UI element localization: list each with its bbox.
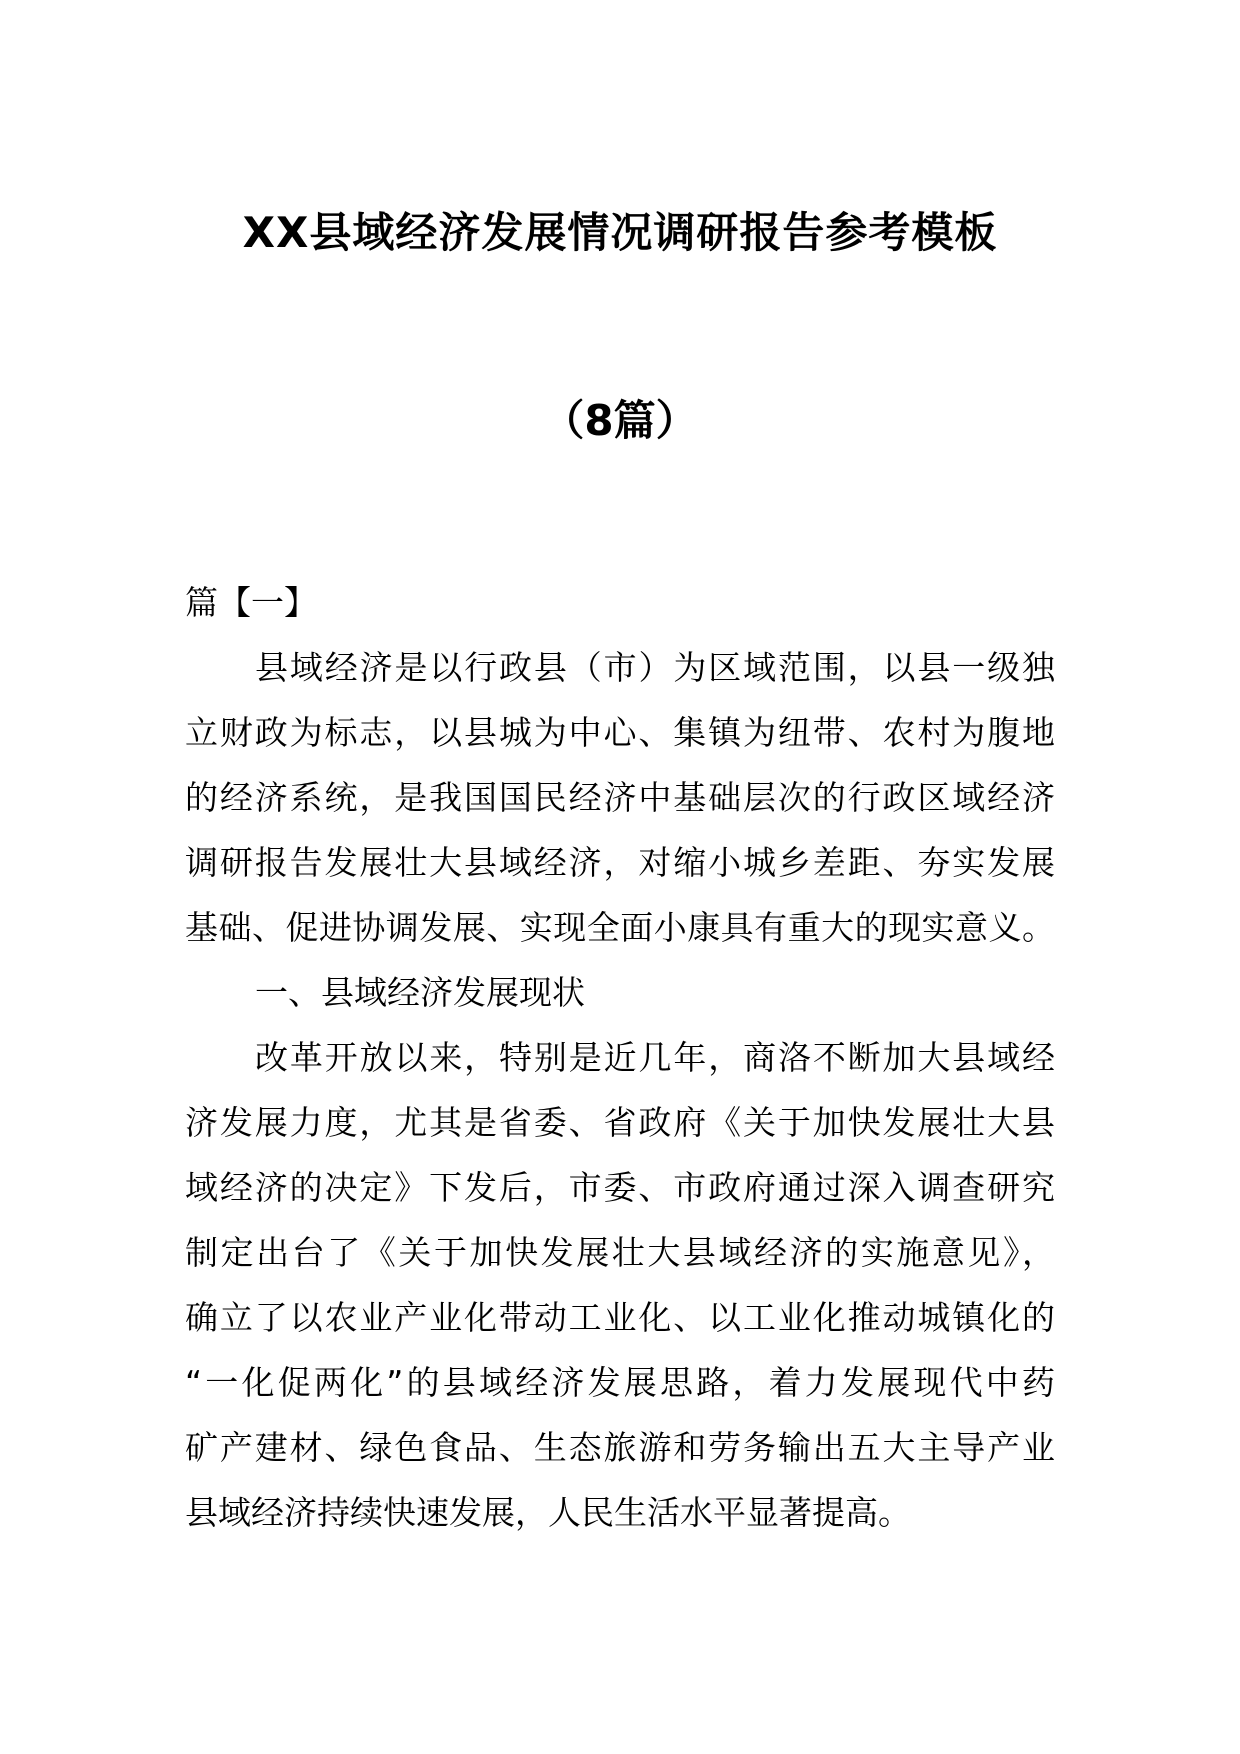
paragraph-line: 改革开放以来，特别是近几年，商洛不断加大县域经 — [255, 1038, 1055, 1077]
paragraph-line: “一化促两化”的县域经济发展思路，着力发展现代中药 — [185, 1363, 1055, 1402]
section-label: 篇【一】 — [185, 583, 317, 622]
document-body — [185, 570, 1055, 1545]
document-subtitle: （8篇） — [542, 396, 698, 445]
paragraph-line: 制定出台了《关于加快发展壮大县域经济的实施意见》， — [185, 1233, 1055, 1272]
paragraph-line: 域经济的决定》下发后，市委、市政府通过深入调查研究 — [185, 1168, 1055, 1207]
paragraph-line: 济发展力度，尤其是省委、省政府《关于加快发展壮大县 — [185, 1103, 1055, 1142]
paragraph-line: 基础、促进协调发展、实现全面小康具有重大的现实意义。 — [185, 908, 1055, 947]
paragraph-line: 县域经济持续快速发展，人民生活水平显著提高。 — [185, 1493, 911, 1532]
paragraph-line: 调研报告发展壮大县域经济，对缩小城乡差距、夯实发展 — [185, 843, 1055, 882]
document-title: XX县域经济发展情况调研报告参考模板 — [242, 208, 998, 257]
paragraph-line: 确立了以农业产业化带动工业化、以工业化推动城镇化的 — [185, 1298, 1055, 1337]
paragraph-line: 矿产建材、绿色食品、生态旅游和劳务输出五大主导产业 — [185, 1428, 1055, 1467]
paragraph-line: 立财政为标志，以县城为中心、集镇为纽带、农村为腹地 — [185, 713, 1055, 752]
section-heading: 一、县域经济发展现状 — [255, 973, 585, 1012]
paragraph-line: 的经济系统，是我国国民经济中基础层次的行政区域经济 — [185, 778, 1055, 817]
paragraph-line: 县域经济是以行政县（市）为区域范围，以县一级独 — [255, 648, 1055, 687]
